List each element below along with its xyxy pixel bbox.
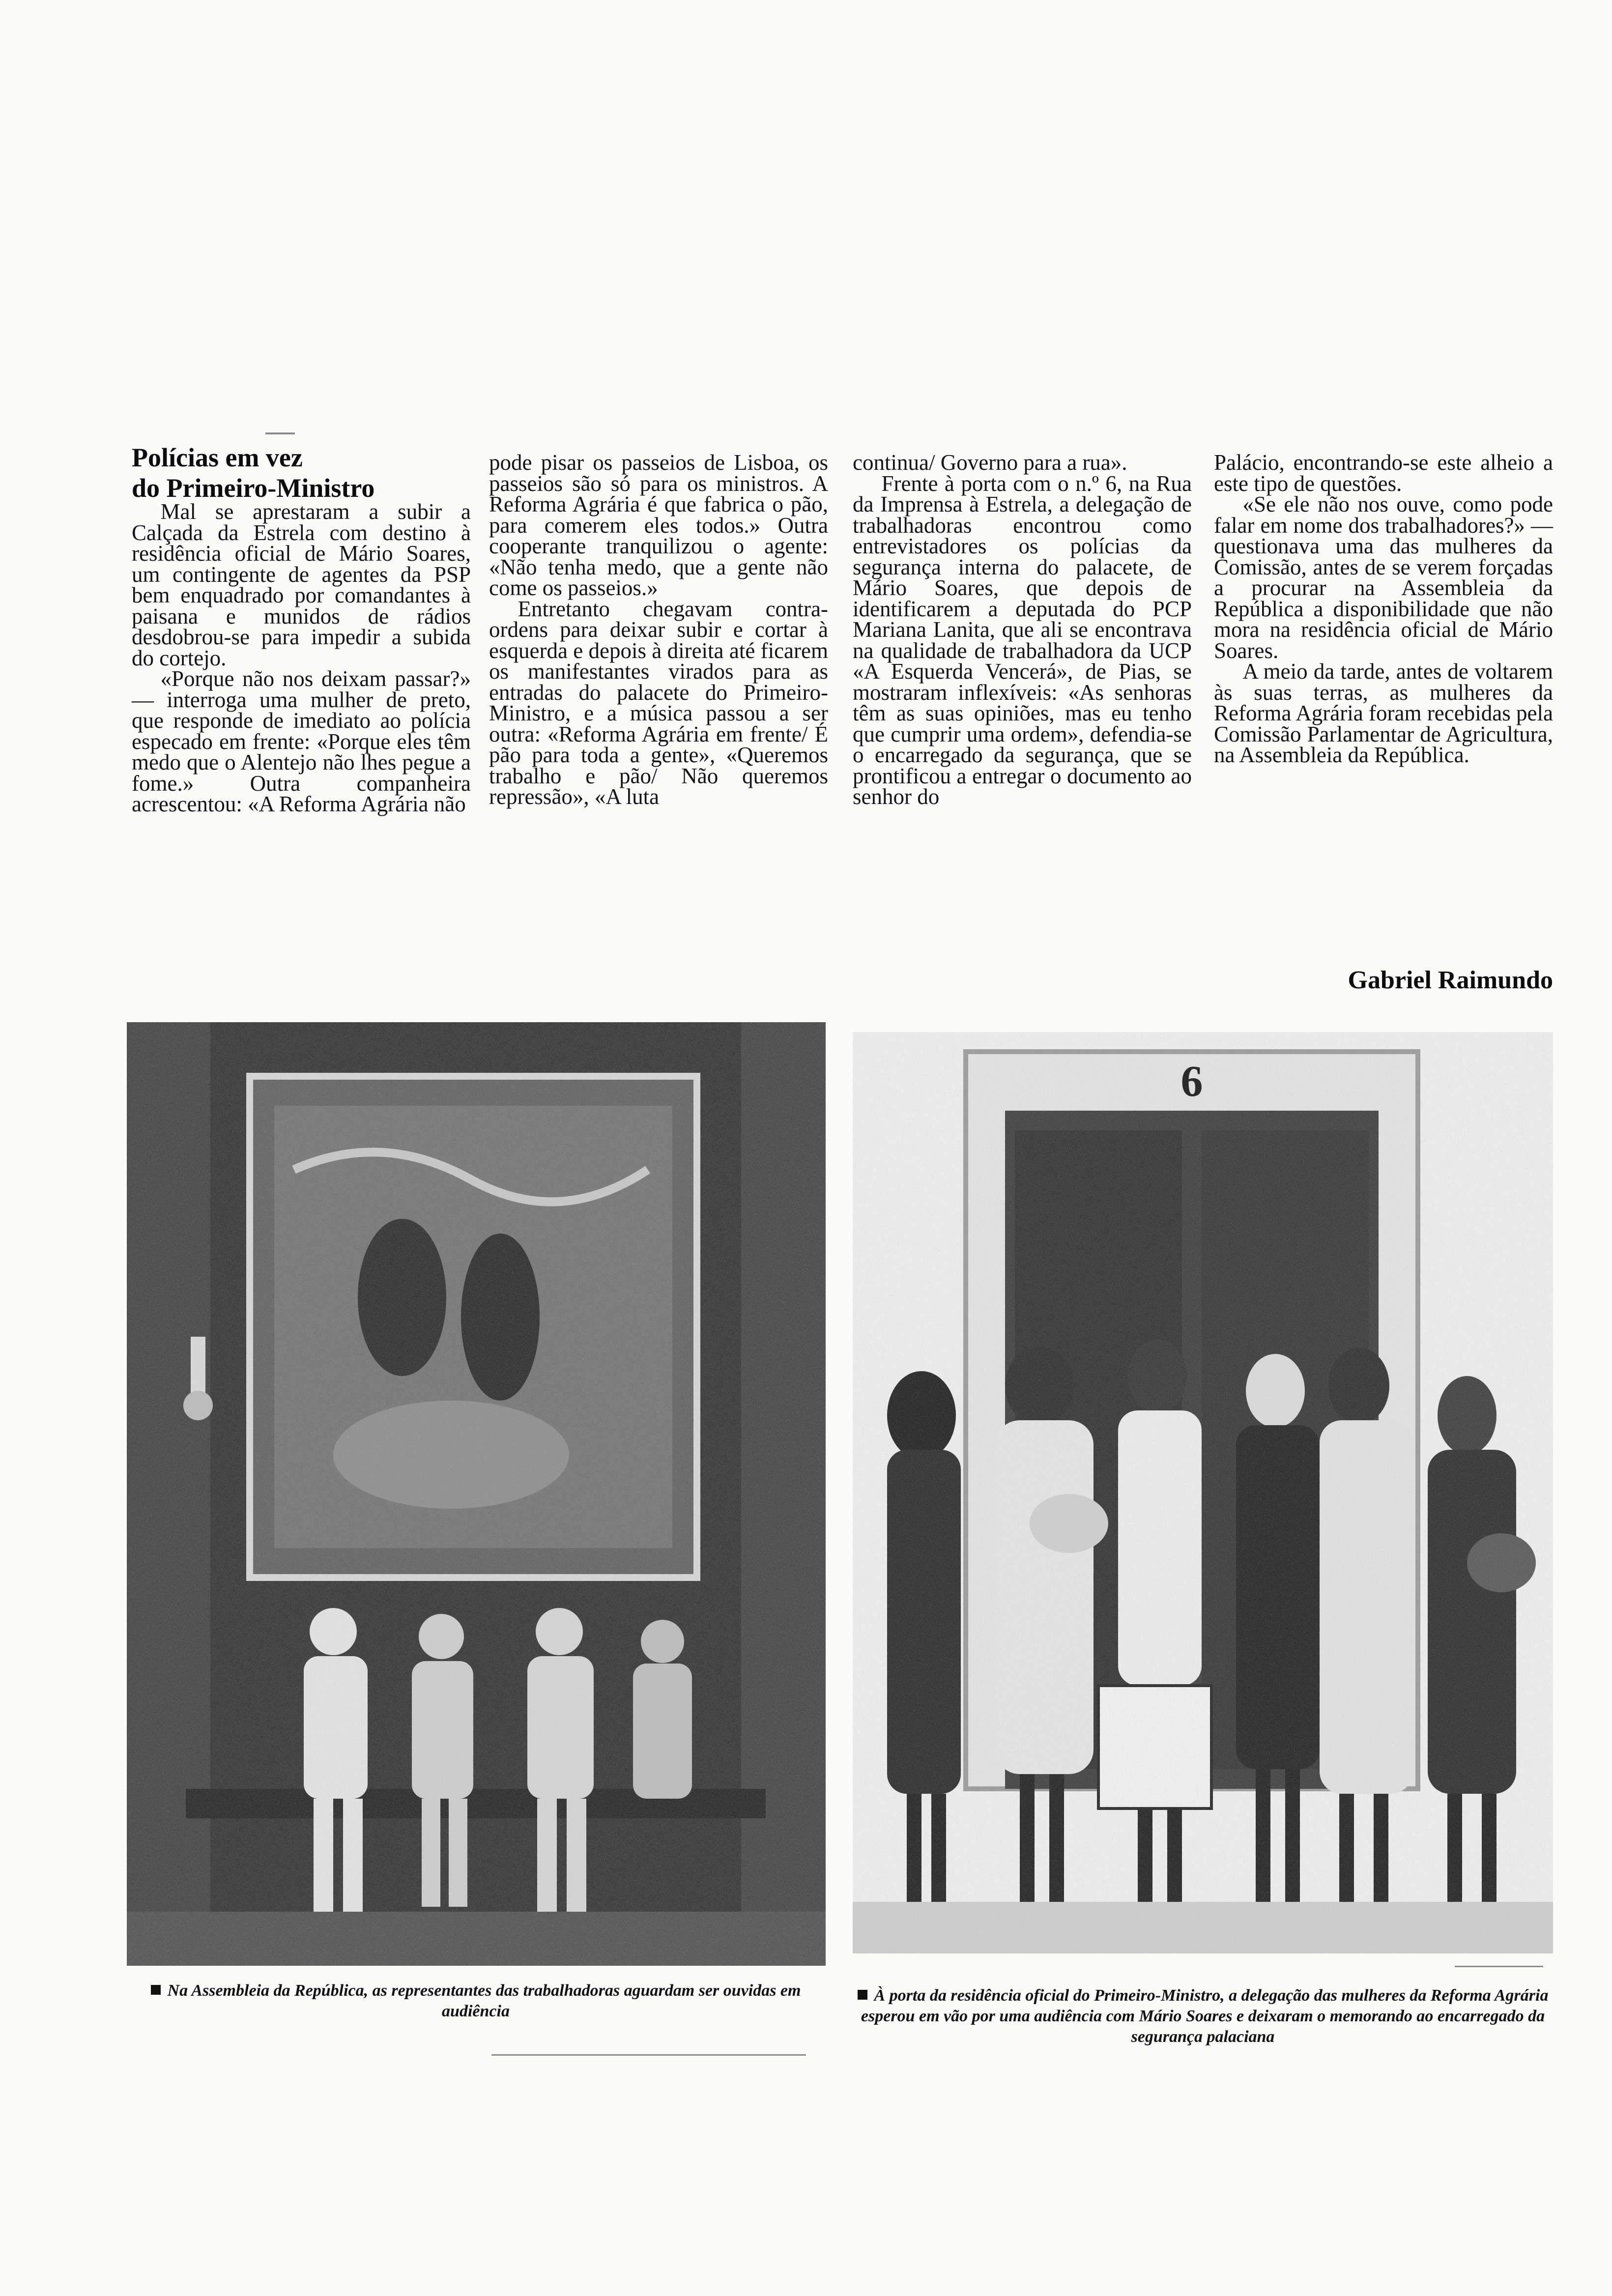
paragraph: continua/ Governo para a rua». <box>853 450 1127 475</box>
paragraph: «Se ele não nos ouve, como pode falar em nome dos trabalhadores?» — questionava uma das mulheres da Comissão, antes de se verem forçadas a procurar na Assembleia da República a disponibilidade que não mora na residência oficial de Mário Soares. <box>1214 492 1553 663</box>
paragraph: Frente à porta com o n.º 6, na Rua da Imprensa à Estrela, a delegação de trabalhadoras encontrou como entrevistadores os polícias da segurança interna do palacete, de Mário Soares, que depois de identificarem a deputada do PCP Mariana Lanita, que ali se encontrava na qualidade de trabalhadora da UCP «A Esquerda Vencerá», de Pias, se mostraram inflexíveis: «As senhoras têm as suas opiniões, mas eu tenho que cumprir uma ordem», defendia-se o encarregado da segurança, que se prontificou a entregar o documento ao senhor do <box>853 471 1192 809</box>
text-column-4 <box>1214 452 1553 766</box>
text-column-1 <box>132 501 471 815</box>
paragraph: Palácio, encontrando-se este alheio a este tipo de questões. <box>1214 450 1553 496</box>
scan-mark <box>265 432 295 434</box>
text-column-3 <box>853 452 1192 807</box>
headline-line-1: Polícias em vez <box>132 443 303 472</box>
caption-bullet-icon <box>151 1985 161 1995</box>
caption-bullet-icon <box>858 1990 867 2000</box>
photo-assembly-image <box>127 1022 826 1966</box>
caption-left-photo <box>127 1980 825 2022</box>
caption-left-text: Na Assembleia da República, as representantes das trabalhadoras aguardam ser ouvidas em audiência <box>167 1981 801 2020</box>
photo-assembly-women <box>127 1022 826 1966</box>
paragraph: Mal se aprestaram a subir a Calçada da Estrela com destino à residência oficial de Mário Soares, um contingente de agentes da PSP bem enquadrado por comandantes à paisana e munidos de rádios desdobrou-se para impedir a subida do cortejo. <box>132 499 471 670</box>
scan-mark <box>1455 1966 1543 1967</box>
text-column-2 <box>489 452 828 807</box>
photo-residence-image <box>853 1032 1553 1953</box>
article-headline <box>132 442 476 503</box>
paragraph: A meio da tarde, antes de voltarem às suas terras, as mulheres da Reforma Agrária foram recebidas pela Comissão Parlamentar de Agricultura, na Assembleia da República. <box>1214 659 1553 767</box>
scan-mark <box>491 2054 806 2056</box>
paragraph: «Porque não nos deixam passar?» — interroga uma mulher de preto, que responde de imediato ao polícia especado em frente: «Porque eles têm medo que o Alentejo não lhes pegue a fome.» Outra companheira acrescentou: «A Reforma Agrária não <box>132 666 471 816</box>
photo-residence-door <box>853 1032 1553 1953</box>
headline-line-2: do Primeiro-Ministro <box>132 473 375 503</box>
article-byline: Gabriel Raimundo <box>1348 966 1553 994</box>
paragraph: Entretanto chegavam contra-ordens para deixar subir e cortar à esquerda e depois à direita até ficarem os manifestantes virados para as entradas do palacete do Primeiro-Ministro, e a música passou a ser outra: «Reforma Agrária em frente/ É pão para toda a gente», «Queremos trabalho e pão/ Não queremos repressão», «A luta <box>489 596 828 809</box>
paragraph: pode pisar os passeios de Lisboa, os passeios são só para os ministros. A Reforma Agrária é que fabrica o pão, para comerem eles todos.» Outra cooperante tranquilizou o agente: «Não tenha medo, que a gente não come os passeios.» <box>489 450 828 600</box>
caption-right-text: À porta da residência oficial do Primeiro-Ministro, a delegação das mulheres da Reforma Agrária esperou em vão por uma audiência com Mário Soares e deixaram o memorando ao encarregado da segurança palaciana <box>861 1986 1549 2046</box>
caption-right-photo <box>853 1985 1553 2047</box>
